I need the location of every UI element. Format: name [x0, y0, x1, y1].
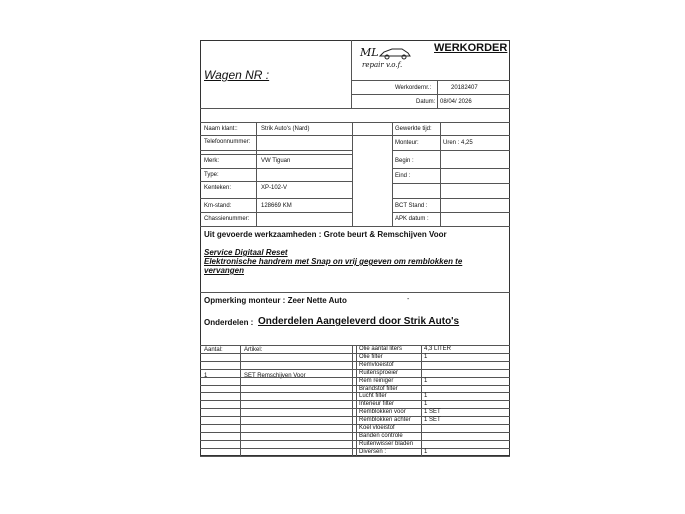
col-artikel-header: Artikel:: [244, 347, 263, 353]
form-title: WERKORDER: [434, 42, 508, 54]
fluid-label: Olie aantal liters: [359, 346, 403, 352]
work-line-3: vervangen: [204, 266, 245, 275]
chassis-label: Chassienummer:: [204, 216, 250, 222]
fluid-value: 1 SET: [424, 409, 441, 416]
fluid-value: 1: [424, 377, 428, 384]
fluid-value: 1: [424, 393, 428, 400]
fluid-label: Brandstof filter: [359, 385, 398, 392]
wagen-nr-label: Wagen NR :: [204, 68, 270, 82]
fluid-label: Interieur filter: [359, 401, 395, 408]
row-divider: [200, 440, 510, 441]
fluid-value: 4,3 LITER: [424, 346, 452, 352]
fluid-label: Remblokken voor: [359, 409, 406, 416]
end-label: Eind :: [395, 173, 411, 179]
row-divider: [200, 392, 510, 393]
fluid-label: Koel vloeistof: [359, 425, 395, 431]
row-divider: [200, 456, 510, 457]
table-row-article: SET Remschijven Voor: [244, 373, 306, 379]
fluid-label: Ruitenwisser bladen: [359, 440, 414, 447]
bct-label: BCT Stand :: [395, 203, 428, 209]
apk-label: APK datum :: [395, 216, 429, 222]
fluid-label: Remvloeistof: [359, 361, 394, 368]
brand-label: Merk:: [204, 158, 219, 164]
col-aantal-header: Aantal:: [204, 347, 223, 353]
werkordernr-value: 20182407: [451, 85, 478, 91]
fluid-label: Ruitensproeier: [359, 369, 399, 376]
license-plate-label: Kenteken:: [204, 185, 232, 191]
mechanic-label: Monteur:: [395, 140, 419, 146]
customer-name-value: Strik Auto's (Nard): [261, 126, 310, 132]
row-divider: [200, 377, 510, 378]
parts-label: Onderdelen :: [204, 318, 254, 327]
row-divider: [200, 408, 510, 409]
datum-value: 08/04/ 2026: [440, 99, 472, 105]
datum-label: Datum:: [416, 99, 436, 105]
logo-text-ml: ML: [360, 46, 379, 59]
row-divider: [200, 424, 510, 425]
fluid-value: 1: [424, 353, 428, 360]
logo-text-repair: repair v.o.f.: [362, 61, 403, 69]
work-line-1: Service Digitaal Reset: [204, 248, 288, 257]
fluid-label: Diversen :: [359, 448, 387, 455]
row-divider: [200, 432, 510, 433]
customer-name-label: Naam klant::: [204, 126, 238, 132]
fluid-label: Remblokken achter: [359, 417, 411, 424]
mechanic-remark: Opmerking monteur : Zeer Nette Auto: [204, 296, 347, 305]
fluid-value: 1 SET: [424, 417, 441, 424]
row-divider: [200, 416, 510, 417]
row-divider: [200, 361, 510, 362]
brand-value: VW Tiguan: [261, 158, 291, 164]
parts-value: Onderdelen Aangeleverd door Strik Auto's: [258, 316, 460, 327]
row-divider: [200, 448, 510, 449]
table-row-quantity: 1: [204, 373, 208, 379]
work-line-2: Elektronische handrem met Snap on vrij gegeven om remblokken te: [204, 257, 463, 266]
fluid-label: Banden controle: [359, 432, 403, 439]
row-divider: [200, 385, 510, 386]
car-logo-icon: [378, 46, 412, 60]
mileage-label: Km-stand:: [204, 203, 232, 209]
work-heading: Uit gevoerde werkzaamheden : Grote beurt & Remschijven Voor: [204, 230, 447, 239]
fluid-value: 1: [424, 401, 428, 408]
license-plate-value: XP-102-V: [261, 185, 288, 191]
hours-value: Uren : 4,25: [443, 140, 473, 146]
row-divider: [200, 369, 510, 370]
type-label: Type:: [204, 172, 219, 178]
start-label: Begin :: [395, 158, 414, 164]
werkordernr-label: Werkordernr.:: [395, 85, 432, 91]
mileage-value: 128669 KM: [261, 203, 292, 209]
remark-dash: -: [407, 296, 410, 303]
company-logo: [360, 46, 430, 76]
phone-label: Telefoonnummer:: [204, 139, 251, 145]
worked-time-label: Gewerkte tijd:: [395, 126, 432, 132]
row-divider: [200, 400, 510, 401]
fluid-label: Olie filter: [359, 353, 383, 360]
row-divider: [200, 353, 510, 354]
fluid-label: Lucht filter: [359, 393, 387, 400]
fluid-label: Rem reiniger: [359, 377, 394, 384]
fluid-value: 1: [424, 448, 428, 455]
